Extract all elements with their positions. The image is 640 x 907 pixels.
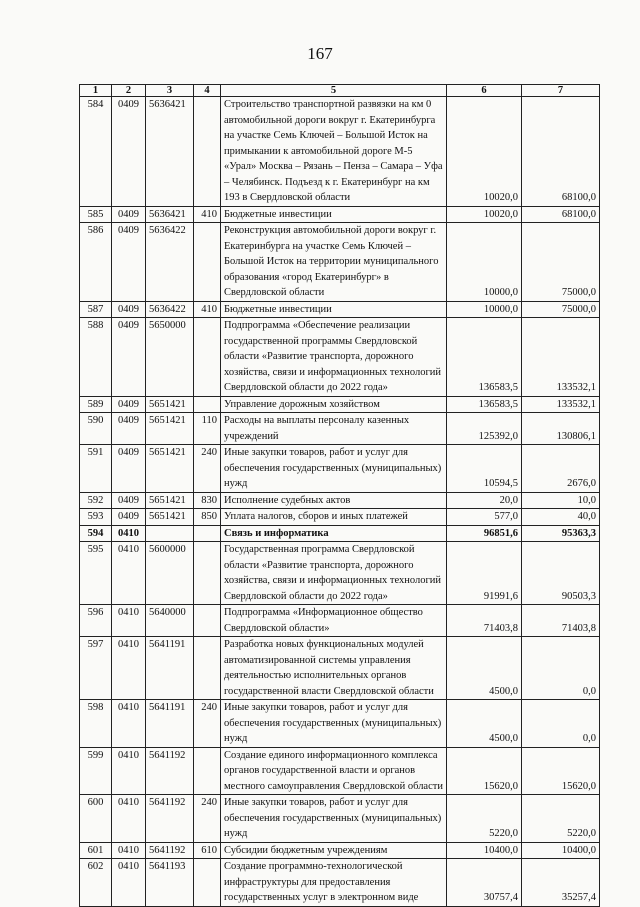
amount-year2-cell: 35257,4	[522, 859, 600, 907]
section-code-cell: 0410	[112, 747, 146, 795]
section-code-cell: 0410	[112, 605, 146, 637]
amount-year2-cell: 40,0	[522, 509, 600, 526]
expense-type-cell: 110	[194, 413, 221, 445]
section-code-cell: 0409	[112, 223, 146, 302]
description-cell: Разработка новых функциональных модулей автоматизированной системы управления деятельностью исполнительных органов государственной власти Свердловской области	[221, 637, 447, 700]
table-row	[80, 396, 600, 413]
amount-year1-cell: 96851,6	[447, 525, 522, 542]
amount-year1-cell: 125392,0	[447, 413, 522, 445]
target-article-cell: 5651421	[146, 509, 194, 526]
column-header-7: 7	[522, 85, 600, 97]
target-article-cell	[146, 525, 194, 542]
amount-year2-cell: 90503,3	[522, 542, 600, 605]
column-header-3: 3	[146, 85, 194, 97]
section-code-cell: 0409	[112, 301, 146, 318]
description-cell: Исполнение судебных актов	[221, 492, 447, 509]
row-number-cell: 600	[80, 795, 112, 843]
section-code-cell: 0410	[112, 525, 146, 542]
table-row	[80, 542, 600, 605]
expense-type-cell: 850	[194, 509, 221, 526]
row-number-cell: 593	[80, 509, 112, 526]
row-number-cell: 592	[80, 492, 112, 509]
column-header-2: 2	[112, 85, 146, 97]
target-article-cell: 5651421	[146, 396, 194, 413]
section-code-cell: 0409	[112, 396, 146, 413]
column-header-6: 6	[447, 85, 522, 97]
row-number-cell: 586	[80, 223, 112, 302]
target-article-cell: 5641192	[146, 842, 194, 859]
column-header-1: 1	[80, 85, 112, 97]
amount-year1-cell: 577,0	[447, 509, 522, 526]
description-cell: Субсидии бюджетным учреждениям	[221, 842, 447, 859]
target-article-cell: 5651421	[146, 445, 194, 493]
expense-type-cell	[194, 223, 221, 302]
expense-type-cell: 240	[194, 700, 221, 748]
table-row	[80, 605, 600, 637]
amount-year2-cell: 15620,0	[522, 747, 600, 795]
row-number-cell: 599	[80, 747, 112, 795]
expense-type-cell	[194, 605, 221, 637]
amount-year1-cell: 5220,0	[447, 795, 522, 843]
expense-type-cell: 240	[194, 445, 221, 493]
row-number-cell: 589	[80, 396, 112, 413]
amount-year1-cell: 136583,5	[447, 396, 522, 413]
amount-year2-cell: 133532,1	[522, 318, 600, 397]
section-code-cell: 0410	[112, 700, 146, 748]
table-row	[80, 842, 600, 859]
amount-year2-cell: 2676,0	[522, 445, 600, 493]
description-cell: Бюджетные инвестиции	[221, 206, 447, 223]
amount-year1-cell: 10594,5	[447, 445, 522, 493]
description-cell: Строительство транспортной развязки на км 0 автомобильной дороги вокруг г. Екатеринбурга на участке Семь Ключей – Большой Исток на примыкании к автомобильной дороге М-5 «Урал» Москва – Рязань – Пенза – Самара – Уфа – Челябинск. Подъезд к г. Екатеринбург на км 193 в Свердловской области	[221, 97, 447, 207]
table-row	[80, 525, 600, 542]
target-article-cell: 5641191	[146, 637, 194, 700]
expense-type-cell: 410	[194, 206, 221, 223]
row-number-cell: 587	[80, 301, 112, 318]
description-cell: Реконструкция автомобильной дороги вокруг г. Екатеринбурга на участке Семь Ключей – Большой Исток на территории муниципального образования «город Екатеринбург» в Свердловской области	[221, 223, 447, 302]
table-row	[80, 747, 600, 795]
section-code-cell: 0409	[112, 413, 146, 445]
section-code-cell: 0409	[112, 206, 146, 223]
expense-type-cell	[194, 859, 221, 907]
description-cell: Уплата налогов, сборов и иных платежей	[221, 509, 447, 526]
amount-year1-cell: 71403,8	[447, 605, 522, 637]
table-row	[80, 206, 600, 223]
target-article-cell: 5641191	[146, 700, 194, 748]
target-article-cell: 5636421	[146, 97, 194, 207]
amount-year2-cell: 71403,8	[522, 605, 600, 637]
section-code-cell: 0409	[112, 97, 146, 207]
row-number-cell: 597	[80, 637, 112, 700]
amount-year1-cell: 10020,0	[447, 97, 522, 207]
row-number-cell: 596	[80, 605, 112, 637]
amount-year1-cell: 20,0	[447, 492, 522, 509]
target-article-cell: 5636422	[146, 301, 194, 318]
row-number-cell: 595	[80, 542, 112, 605]
row-number-cell: 602	[80, 859, 112, 907]
expense-type-cell	[194, 525, 221, 542]
target-article-cell: 5636421	[146, 206, 194, 223]
table-row	[80, 413, 600, 445]
expense-type-cell	[194, 747, 221, 795]
description-cell: Государственная программа Свердловской области «Развитие транспорта, дорожного хозяйства, связи и информационных технологий Свердловской области до 2022 года»	[221, 542, 447, 605]
row-number-cell: 594	[80, 525, 112, 542]
description-cell: Бюджетные инвестиции	[221, 301, 447, 318]
table-row	[80, 795, 600, 843]
amount-year2-cell: 68100,0	[522, 97, 600, 207]
page-number: 167	[307, 44, 333, 63]
amount-year2-cell: 68100,0	[522, 206, 600, 223]
row-number-cell: 598	[80, 700, 112, 748]
description-cell: Создание единого информационного комплекса органов государственной власти и органов местного самоуправления Свердловской области	[221, 747, 447, 795]
row-number-cell: 584	[80, 97, 112, 207]
section-code-cell: 0409	[112, 445, 146, 493]
table-row	[80, 318, 600, 397]
amount-year2-cell: 75000,0	[522, 223, 600, 302]
description-cell: Подпрограмма «Обеспечение реализации государственной программы Свердловской области «Развитие транспорта, дорожного хозяйства, связи и информационных технологий Свердловской области до 2022 года»	[221, 318, 447, 397]
expense-type-cell	[194, 97, 221, 207]
section-code-cell: 0410	[112, 795, 146, 843]
target-article-cell: 5641192	[146, 795, 194, 843]
amount-year1-cell: 30757,4	[447, 859, 522, 907]
description-cell: Иные закупки товаров, работ и услуг для обеспечения государственных (муниципальных) нужд	[221, 700, 447, 748]
row-number-cell: 585	[80, 206, 112, 223]
amount-year2-cell: 0,0	[522, 637, 600, 700]
expense-type-cell	[194, 542, 221, 605]
amount-year2-cell: 10400,0	[522, 842, 600, 859]
amount-year2-cell: 130806,1	[522, 413, 600, 445]
expense-type-cell: 240	[194, 795, 221, 843]
target-article-cell: 5636422	[146, 223, 194, 302]
amount-year1-cell: 4500,0	[447, 700, 522, 748]
target-article-cell: 5651421	[146, 492, 194, 509]
table-row	[80, 301, 600, 318]
table-row	[80, 859, 600, 907]
expense-type-cell: 410	[194, 301, 221, 318]
amount-year1-cell: 4500,0	[447, 637, 522, 700]
table-row	[80, 492, 600, 509]
expense-type-cell: 610	[194, 842, 221, 859]
description-cell: Управление дорожным хозяйством	[221, 396, 447, 413]
description-cell: Создание программно-технологической инфраструктуры для предоставления государственных услуг в электронном виде	[221, 859, 447, 907]
column-header-4: 4	[194, 85, 221, 97]
table-row	[80, 445, 600, 493]
budget-table	[79, 84, 600, 907]
table-body	[80, 97, 600, 907]
amount-year1-cell: 10400,0	[447, 842, 522, 859]
section-code-cell: 0410	[112, 842, 146, 859]
amount-year1-cell: 15620,0	[447, 747, 522, 795]
amount-year1-cell: 10020,0	[447, 206, 522, 223]
section-code-cell: 0410	[112, 859, 146, 907]
expense-type-cell: 830	[194, 492, 221, 509]
target-article-cell: 5641193	[146, 859, 194, 907]
amount-year2-cell: 0,0	[522, 700, 600, 748]
target-article-cell: 5651421	[146, 413, 194, 445]
section-code-cell: 0410	[112, 542, 146, 605]
row-number-cell: 590	[80, 413, 112, 445]
row-number-cell: 588	[80, 318, 112, 397]
section-code-cell: 0409	[112, 492, 146, 509]
amount-year2-cell: 95363,3	[522, 525, 600, 542]
amount-year1-cell: 10000,0	[447, 301, 522, 318]
table-row	[80, 700, 600, 748]
amount-year2-cell: 5220,0	[522, 795, 600, 843]
table-row	[80, 637, 600, 700]
section-code-cell: 0409	[112, 318, 146, 397]
row-number-cell: 591	[80, 445, 112, 493]
table-row	[80, 223, 600, 302]
expense-type-cell	[194, 318, 221, 397]
description-cell: Расходы на выплаты персоналу казенных учреждений	[221, 413, 447, 445]
target-article-cell: 5650000	[146, 318, 194, 397]
header-row	[80, 85, 600, 97]
amount-year1-cell: 91991,6	[447, 542, 522, 605]
amount-year2-cell: 75000,0	[522, 301, 600, 318]
expense-type-cell	[194, 637, 221, 700]
amount-year2-cell: 10,0	[522, 492, 600, 509]
amount-year1-cell: 136583,5	[447, 318, 522, 397]
target-article-cell: 5641192	[146, 747, 194, 795]
expense-type-cell	[194, 396, 221, 413]
amount-year2-cell: 133532,1	[522, 396, 600, 413]
description-cell: Иные закупки товаров, работ и услуг для обеспечения государственных (муниципальных) нужд	[221, 445, 447, 493]
section-code-cell: 0410	[112, 637, 146, 700]
column-header-5: 5	[221, 85, 447, 97]
target-article-cell: 5600000	[146, 542, 194, 605]
description-cell: Связь и информатика	[221, 525, 447, 542]
table-row	[80, 97, 600, 207]
row-number-cell: 601	[80, 842, 112, 859]
table-row	[80, 509, 600, 526]
description-cell: Подпрограмма «Информационное общество Свердловской области»	[221, 605, 447, 637]
description-cell: Иные закупки товаров, работ и услуг для обеспечения государственных (муниципальных) нужд	[221, 795, 447, 843]
section-code-cell: 0409	[112, 509, 146, 526]
amount-year1-cell: 10000,0	[447, 223, 522, 302]
target-article-cell: 5640000	[146, 605, 194, 637]
